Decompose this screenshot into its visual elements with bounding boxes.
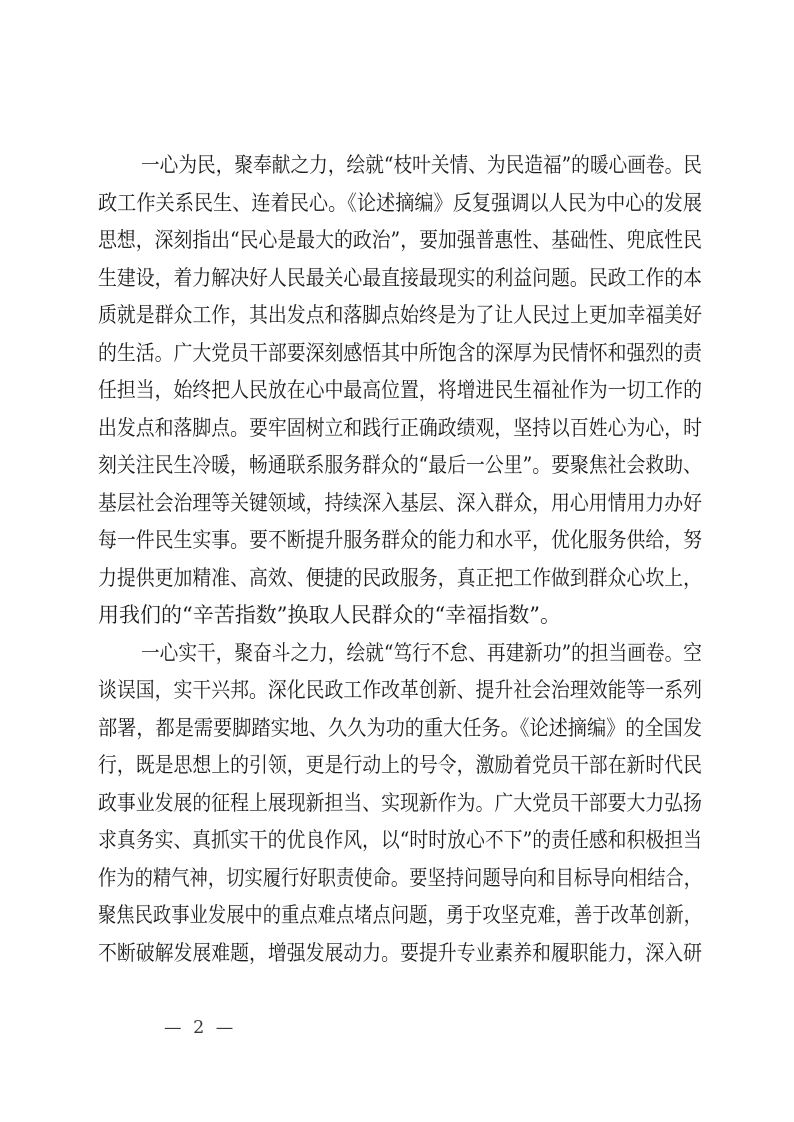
text-line bbox=[98, 185, 702, 223]
text-line bbox=[98, 222, 702, 260]
text-line bbox=[98, 672, 702, 710]
text-line-content: 行，既是思想上的引领，更是行动上的号令，激励着党员干部在新时代民 bbox=[98, 753, 702, 777]
text-line-content: 力提供更加精准、高效、便捷的民政服务，真正把工作做到群众心坎上， bbox=[98, 565, 702, 590]
text-line bbox=[98, 410, 702, 448]
text-line-content: 部署，都是需要脚踏实地、久久为功的重大任务。《论述摘编》的全国发 bbox=[98, 715, 702, 740]
page-number: — 2 — bbox=[164, 1018, 237, 1038]
text-line bbox=[98, 710, 702, 748]
text-line bbox=[98, 897, 702, 935]
text-line-content: 聚焦民政事业发展中的重点难点堵点问题，勇于攻坚克难，善于改革创新， bbox=[98, 903, 702, 927]
text-line bbox=[98, 485, 702, 523]
text-body bbox=[98, 147, 702, 972]
text-line bbox=[98, 822, 702, 860]
text-line-content: 谈误国，实干兴邦。深化民政工作改革创新、提升社会治理效能等一系列 bbox=[98, 678, 702, 702]
text-line-content: 质就是群众工作，其出发点和落脚点始终是为了让人民过上更加幸福美好 bbox=[98, 303, 702, 327]
text-line-content: 求真务实、真抓实干的优良作风，以“时时放心不下”的责任感和积极担当 bbox=[98, 828, 702, 852]
text-line-content: 作为的精气神，切实履行好职责使命。要坚持问题导向和目标导向相结合， bbox=[98, 865, 702, 890]
text-line-content: 用我们的“辛苦指数”换取人民群众的“幸福指数”。 bbox=[98, 603, 561, 627]
text-line-content: 的生活。广大党员干部要深刻感悟其中所饱含的深厚为民情怀和强烈的责 bbox=[98, 340, 702, 365]
text-line bbox=[98, 597, 702, 635]
text-line-content: 生建设，着力解决好人民最关心最直接最现实的利益问题。民政工作的本 bbox=[98, 265, 702, 290]
text-line bbox=[98, 147, 702, 185]
paragraph bbox=[98, 147, 702, 635]
text-line bbox=[98, 747, 702, 785]
text-line-content: 一心实干，聚奋斗之力，绘就“笃行不怠、再建新功”的担当画卷。空 bbox=[141, 640, 702, 665]
text-line bbox=[98, 260, 702, 298]
text-line-content: 不断破解发展难题，增强发展动力。要提升专业素养和履职能力，深入研 bbox=[98, 940, 702, 965]
text-line-content: 任担当，始终把人民放在心中最高位置，将增进民生福祉作为一切工作的 bbox=[98, 378, 702, 402]
text-line-content: 刻关注民生冷暖，畅通联系服务群众的“最后一公里”。要聚焦社会救助、 bbox=[98, 453, 702, 477]
text-line-content: 思想，深刻指出“民心是最大的政治”，要加强普惠性、基础性、兜底性民 bbox=[98, 228, 702, 252]
text-line bbox=[98, 335, 702, 373]
text-line bbox=[98, 297, 702, 335]
text-line bbox=[98, 372, 702, 410]
text-line-content: 每一件民生实事。要不断提升服务群众的能力和水平，优化服务供给，努 bbox=[98, 528, 702, 552]
text-line bbox=[98, 635, 702, 673]
text-line bbox=[98, 447, 702, 485]
text-line-content: 基层社会治理等关键领域，持续深入基层、深入群众，用心用情用力办好 bbox=[98, 490, 702, 515]
text-line-content: 政事业发展的征程上展现新担当、实现新作为。广大党员干部要大力弘扬 bbox=[98, 790, 702, 815]
text-line bbox=[98, 560, 702, 598]
paragraph bbox=[98, 635, 702, 973]
text-line bbox=[98, 860, 702, 898]
text-line bbox=[98, 785, 702, 823]
text-line bbox=[98, 935, 702, 973]
text-line-content: 出发点和落脚点。要牢固树立和践行正确政绩观，坚持以百姓心为心，时 bbox=[98, 415, 702, 440]
text-line-content: 政工作关系民生、连着民心。《论述摘编》反复强调以人民为中心的发展 bbox=[98, 190, 702, 215]
text-line bbox=[98, 522, 702, 560]
text-line-content: 一心为民，聚奉献之力，绘就“枝叶关情、为民造福”的暖心画卷。民 bbox=[141, 153, 702, 177]
